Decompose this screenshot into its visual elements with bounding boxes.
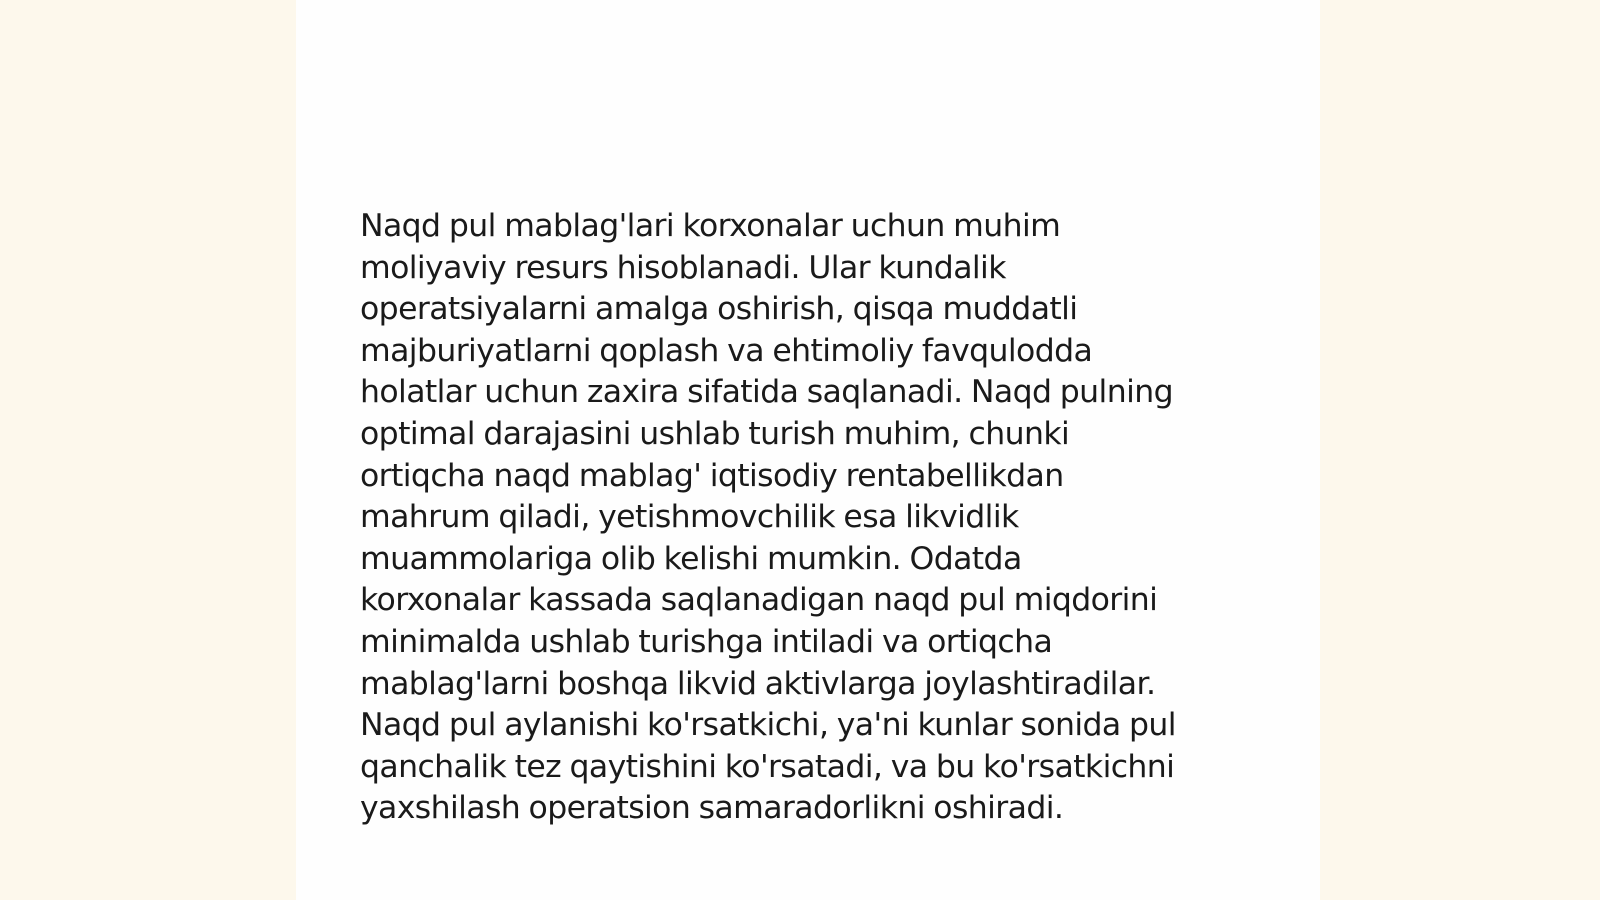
text-line: ortiqcha naqd mablag' iqtisodiy rentabellikdan — [360, 457, 1064, 494]
text-line: mahrum qiladi, yetishmovchilik esa likvidlik — [360, 499, 1019, 536]
text-line: muammolariga olib kelishi mumkin. Odatda — [360, 540, 1022, 577]
text-line: korxonalar kassada saqlanadigan naqd pul miqdorini — [360, 582, 1158, 619]
text-line: majburiyatlarni qoplash va ehtimoliy favqulodda — [360, 332, 1093, 369]
text-line: yaxshilash operatsion samaradorlikni oshiradi. — [360, 790, 1064, 827]
text-line: mablag'larni boshqa likvid aktivlarga joylashtiradilar. — [360, 665, 1156, 702]
text-line: Naqd pul mablag'lari korxonalar uchun muhim — [360, 208, 1061, 244]
text-line: moliyaviy resurs hisoblanadi. Ular kundalik — [360, 249, 1006, 286]
body-paragraph — [360, 206, 1250, 830]
text-line: minimalda ushlab turishga intiladi va ortiqcha — [360, 623, 1053, 660]
text-line: Naqd pul aylanishi ko'rsatkichi, ya'ni kunlar sonida pul — [360, 707, 1176, 744]
text-line: operatsiyalarni amalga oshirish, qisqa muddatli — [360, 291, 1078, 328]
text-line: qanchalik tez qaytishini ko'rsatadi, va bu ko'rsatkichni — [360, 748, 1175, 785]
text-line: optimal darajasini ushlab turish muhim, chunki — [360, 415, 1070, 452]
document-page — [296, 0, 1320, 900]
text-line: holatlar uchun zaxira sifatida saqlanadi. Naqd pulning — [360, 374, 1173, 411]
